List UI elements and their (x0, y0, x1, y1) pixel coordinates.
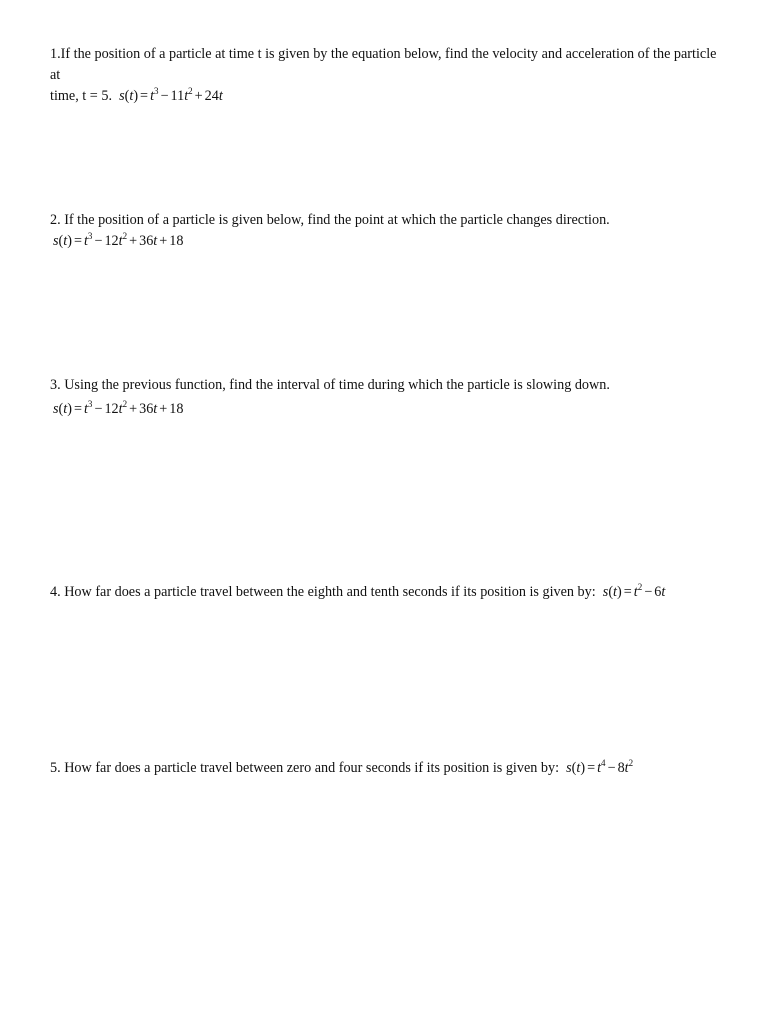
question-2-formula: $s(t) = t^3 - 12t^2 + 36t + 18$ (53, 231, 184, 249)
question-5-text: 5. How far does a particle travel between zero and four seconds if its position is given by: (50, 760, 560, 776)
question-1-text-line1: 1.If the position of a particle at time t is given by the equation below, find the velocity and acceleration of the particle at (50, 46, 717, 83)
question-1 (50, 44, 724, 107)
question-5-formula: $s(t) = t^4 - 8t^2$ (566, 758, 634, 776)
question-4-text: 4. How far does a particle travel between the eighth and tenth seconds if its position is given by: (50, 584, 596, 600)
question-3-formula: $s(t) = t^3 - 12t^2 + 36t + 18$ (53, 399, 184, 417)
question-4 (50, 582, 724, 603)
question-4-formula: $s(t) = t^2 - 6t$ (602, 582, 666, 600)
question-2 (50, 210, 724, 252)
question-2-text: 2. If the position of a particle is given below, find the point at which the particle changes direction. (50, 212, 610, 228)
question-5 (50, 758, 724, 779)
question-1-formula: $s(t) = t^3 - 11t^2 + 24t$ (119, 86, 223, 104)
question-3 (50, 375, 724, 420)
question-3-text: 3. Using the previous function, find the interval of time during which the particle is slowing down. (50, 377, 610, 393)
question-1-text-line2: time, t = 5. (50, 88, 112, 104)
